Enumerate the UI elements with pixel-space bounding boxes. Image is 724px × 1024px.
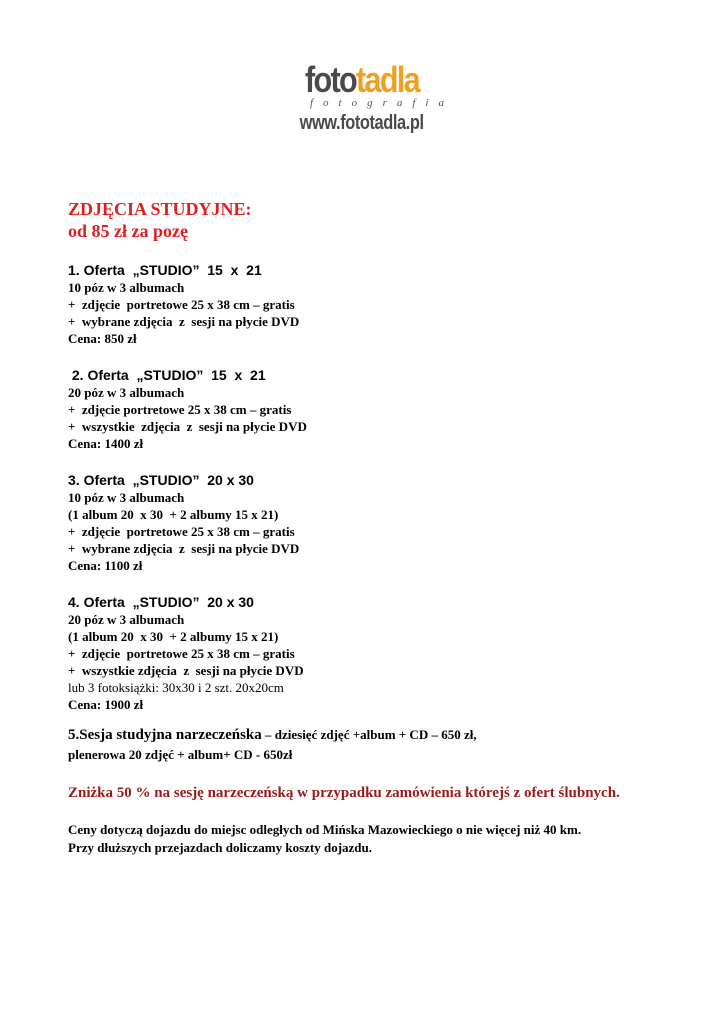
- logo-wordmark: [305, 59, 419, 100]
- offer-line: + zdjęcie portretowe 25 x 38 cm – gratis: [68, 402, 292, 417]
- travel-note-line: Przy dłuższych przejazdach doliczamy koszty dojazdu.: [68, 840, 373, 855]
- discount-promo: Zniżka 50 % na sesję narzeczeńską w przypadku zamówienia którejś z ofert ślubnych.: [68, 785, 620, 801]
- offer-1: [68, 261, 668, 347]
- session-outdoor: plenerowa 20 zdjęć + album+ CD - 650zł: [68, 747, 293, 762]
- offer-title: 3. Oferta „STUDIO” 20 x 30: [68, 472, 254, 488]
- heading-title: ZDJĘCIA STUDYJNE:: [68, 199, 252, 219]
- logo-foto: foto: [305, 59, 357, 100]
- offer-line: + zdjęcie portretowe 25 x 38 cm – gratis: [68, 646, 295, 661]
- offer-title: 2. Oferta „STUDIO” 15 x 21: [68, 367, 266, 383]
- offer-extra: lub 3 fotoksiążki: 30x30 i 2 szt. 20x20cm: [68, 680, 284, 695]
- heading-price: od 85 zł za pozę: [68, 221, 188, 241]
- offer-price: Cena: 1900 zł: [68, 697, 144, 712]
- document-body: [68, 198, 668, 857]
- offer-line: + wybrane zdjęcia z sesji na płycie DVD: [68, 314, 300, 329]
- offer-line: + zdjęcie portretowe 25 x 38 cm – gratis: [68, 524, 295, 539]
- offer-line: 10 póz w 3 albumach: [68, 490, 185, 505]
- travel-note: [68, 821, 668, 857]
- offer-4: [68, 593, 668, 713]
- offer-line: (1 album 20 x 30 + 2 albumy 15 x 21): [68, 507, 279, 522]
- offer-line: + wybrane zdjęcia z sesji na płycie DVD: [68, 541, 300, 556]
- offer-line: 20 póz w 3 albumach: [68, 612, 185, 627]
- session-title: 5.Sesja studyjna narzeczeńska: [68, 727, 262, 743]
- offer-line: (1 album 20 x 30 + 2 albumy 15 x 21): [68, 629, 279, 644]
- offer-line: 20 póz w 3 albumach: [68, 385, 185, 400]
- logo-tadla: tadla: [356, 59, 419, 100]
- website-url: www.fototadla.pl: [299, 112, 425, 134]
- offer-price: Cena: 1400 zł: [68, 436, 144, 451]
- offer-price: Cena: 1100 zł: [68, 558, 143, 573]
- offer-line: + zdjęcie portretowe 25 x 38 cm – gratis: [68, 297, 295, 312]
- session-detail: – dziesięć zdjęć +album + CD – 650 zł,: [261, 727, 477, 742]
- offer-title: 4. Oferta „STUDIO” 20 x 30: [68, 594, 254, 610]
- offer-2: [68, 366, 668, 452]
- offer-line: + wszystkie zdjęcia z sesji na płycie DVD: [68, 419, 307, 434]
- offer-3: [68, 471, 668, 574]
- offer-price: Cena: 850 zł: [68, 331, 137, 346]
- offer-line: + wszystkie zdjęcia z sesji na płycie DVD: [68, 663, 304, 678]
- travel-note-line: Ceny dotyczą dojazdu do miejsc odległych od Mińska Mazowieckiego o nie więcej niż 40 km.: [68, 822, 582, 837]
- engagement-session: [68, 725, 668, 764]
- logo: [0, 59, 724, 135]
- logo-subtitle: fotografia: [309, 97, 454, 109]
- offer-title: 1. Oferta „STUDIO” 15 x 21: [68, 262, 262, 278]
- offer-line: 10 póz w 3 albumach: [68, 280, 185, 295]
